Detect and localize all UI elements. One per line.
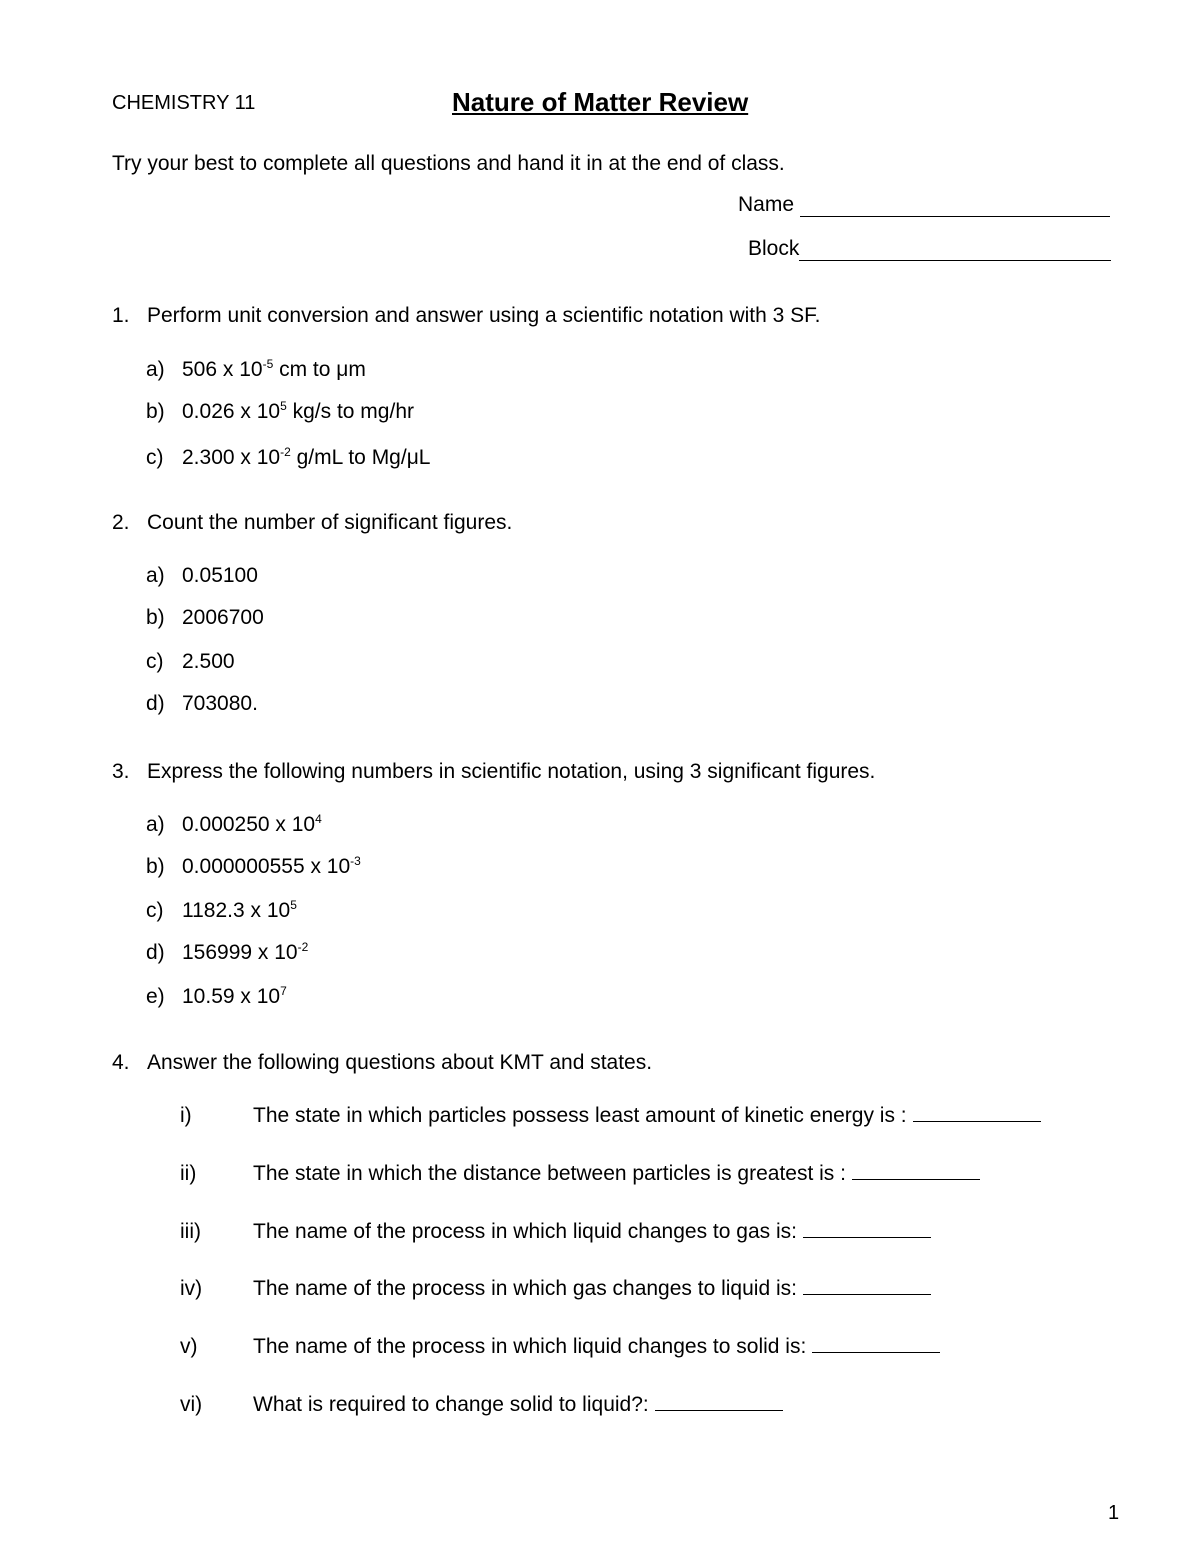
answer-blank[interactable]: [655, 1392, 783, 1411]
item-label: a): [146, 358, 165, 381]
question-4: [112, 1051, 652, 1075]
item-label: iii): [180, 1220, 201, 1243]
q2-item-a: [146, 564, 258, 588]
answer-blank[interactable]: [803, 1276, 931, 1295]
item-text: 703080.: [182, 692, 258, 715]
item-text: 0.05100: [182, 564, 258, 587]
q4-item-iv: [180, 1276, 931, 1301]
question-number: 4.: [112, 1051, 130, 1074]
item-label: c): [146, 446, 164, 469]
item-text: The state in which particles possess least amount of kinetic energy is :: [253, 1104, 907, 1127]
item-label: v): [180, 1335, 198, 1358]
item-text: The name of the process in which gas changes to liquid is:: [253, 1277, 797, 1300]
item-base: 1182.3 x 10: [182, 899, 291, 922]
question-text: Perform unit conversion and answer using a scientific notation with 3 SF.: [147, 304, 821, 327]
q3-item-a: [146, 813, 322, 837]
item-label: c): [146, 650, 164, 673]
q3-item-e: [146, 985, 287, 1009]
item-label: d): [146, 941, 165, 964]
q1-item-b: [146, 400, 414, 424]
item-label: a): [146, 564, 165, 587]
item-base: 0.026 x 10: [182, 400, 281, 423]
answer-blank[interactable]: [852, 1161, 980, 1180]
item-rest: cm to μm: [273, 358, 366, 381]
answer-blank[interactable]: [913, 1103, 1041, 1122]
item-label: b): [146, 855, 165, 878]
item-rest: g/mL to Mg/μL: [290, 446, 431, 469]
item-base: 2.300 x 10: [182, 446, 281, 469]
page-title: Nature of Matter Review: [452, 87, 749, 117]
item-label: e): [146, 985, 165, 1008]
item-label: ii): [180, 1162, 197, 1185]
question-number: 2.: [112, 511, 130, 534]
q3-item-b: [146, 855, 361, 879]
item-exponent: -2: [280, 445, 291, 459]
question-1: [112, 304, 821, 328]
answer-blank[interactable]: [812, 1334, 940, 1353]
name-blank[interactable]: [800, 196, 1110, 217]
item-rest: kg/s to mg/hr: [286, 400, 414, 423]
item-exponent: 7: [280, 984, 287, 998]
name-field[interactable]: [738, 193, 1110, 217]
item-label: b): [146, 606, 165, 629]
item-exponent: -3: [350, 854, 361, 868]
item-label: a): [146, 813, 165, 836]
answer-blank[interactable]: [803, 1219, 931, 1238]
instructions: Try your best to complete all questions and hand it in at the end of class.: [112, 152, 785, 175]
question-text: Answer the following questions about KMT and states.: [147, 1051, 653, 1074]
item-base: 0.000000555 x 10: [182, 855, 351, 878]
item-label: d): [146, 692, 165, 715]
question-3: [112, 760, 875, 784]
item-text: 2.500: [182, 650, 235, 673]
block-label: Block: [748, 237, 800, 260]
q1-item-c: [146, 446, 430, 470]
item-base: 0.000250 x 10: [182, 813, 316, 836]
question-number: 1.: [112, 304, 130, 327]
q3-item-c: [146, 899, 297, 923]
q2-item-b: [146, 606, 264, 630]
item-exponent: -2: [297, 940, 309, 954]
q1-item-a: [146, 358, 366, 382]
name-label: Name: [738, 193, 795, 216]
question-text: Count the number of significant figures.: [147, 511, 513, 534]
item-text: The state in which the distance between particles is greatest is :: [253, 1162, 846, 1185]
q4-item-vi: [180, 1392, 783, 1417]
item-text: The name of the process in which liquid changes to solid is:: [253, 1335, 807, 1358]
item-label: iv): [180, 1277, 203, 1300]
q4-item-iii: [180, 1219, 931, 1244]
item-exponent: 5: [290, 898, 297, 912]
item-label: c): [146, 899, 164, 922]
item-label: vi): [180, 1393, 203, 1416]
block-field[interactable]: [748, 237, 1111, 261]
q4-item-i: [180, 1103, 1041, 1128]
question-number: 3.: [112, 760, 130, 783]
q2-item-d: [146, 692, 258, 716]
item-text: The name of the process in which liquid changes to gas is:: [253, 1220, 797, 1243]
q2-item-c: [146, 650, 235, 674]
q4-item-ii: [180, 1161, 980, 1186]
item-text: 2006700: [182, 606, 264, 629]
q4-item-v: [180, 1334, 940, 1359]
item-exponent: 4: [315, 812, 322, 826]
item-base: 10.59 x 10: [182, 985, 281, 1008]
question-2: [112, 511, 512, 535]
q3-item-d: [146, 941, 308, 965]
item-base: 506 x 10: [182, 358, 263, 381]
item-label: i): [180, 1104, 192, 1127]
item-text: What is required to change solid to liquid?:: [253, 1393, 649, 1416]
item-exponent: 5: [280, 399, 287, 413]
course-label: CHEMISTRY 11: [112, 92, 256, 114]
item-exponent: -5: [262, 357, 274, 371]
page-number: 1: [1108, 1502, 1120, 1524]
item-label: b): [146, 400, 165, 423]
item-base: 156999 x 10: [182, 941, 298, 964]
block-blank[interactable]: [799, 240, 1111, 261]
question-text: Express the following numbers in scientific notation, using 3 significant figures.: [147, 760, 876, 783]
